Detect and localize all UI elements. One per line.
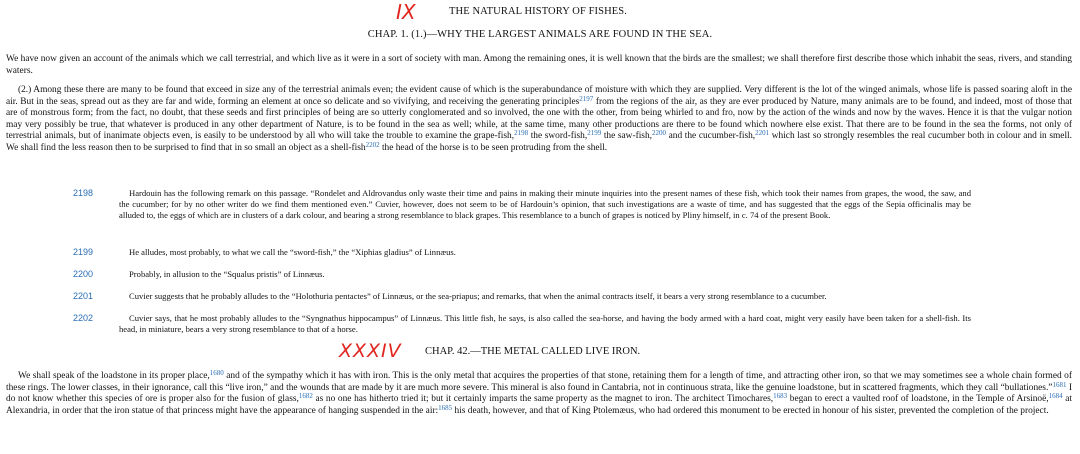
footnote-number-link[interactable]: 2202 <box>73 313 94 323</box>
footnote-ref-1684[interactable]: 1684 <box>1048 392 1063 401</box>
footnote-text: Probably, in allusion to the “Squalus pristis” of Linnæus. <box>129 269 325 279</box>
handwritten-mark-xxxiv: XXXIV <box>339 340 402 362</box>
footnote-ref-2197[interactable]: 2197 <box>579 94 594 103</box>
paragraph-sea-animals: (2.) Among these there are many to be found that exceed in size any of the terrestrial animals even; the evident cause of which is the superabundance of moisture with which they are supplied. Very different is the lot of the winged animals, whose life is passed soaring aloft in the air. But in the seas, spread out as they are far and wide, forming an element at once so delicate and so vivifying, and receiving the generating principles$^{2197}$ from the regions of the air, as they are ever produced by Nature, many animals are to be found, and indeed, most of those that are of monstrous form; from the fact, no doubt, that these seeds and first principles of being are so utterly conglomerated and so involved, the one with the other, from being whirled to and fro, now by the action of the winds and now by the waves. Hence it is that the vulgar notion may very possibly be true, that whatever is produced in any other department of Nature, is to be found in the sea as well; while, at the same time, many other productions are there to be found which nowhere else exist. That there are to be found in the sea the forms, not only of terrestrial animals, but of inanimate objects even, is easily to be understood by all who will take the trouble to examine the grape-fish,$^{2198}$ the sword-fish,$^{2199}$ the saw-fish,$^{2200}$ and the cucumber-fish,$^{2201}$ which last so strongly resembles the real cucumber both in colour and in smell. We shall find the less reason then to be surprised to find that in so small an object as a shell-fish$^{2202}$ the head of the horse is to be seen protruding from the shell. <box>6 85 1073 153</box>
handwritten-mark-ix: IX <box>396 0 416 24</box>
footnote-ref-2202[interactable]: 2202 <box>365 140 380 149</box>
chapter-42-heading: CHAP. 42.—THE METAL CALLED LIVE IRON. <box>425 346 641 357</box>
footnote-ref-1685[interactable]: 1685 <box>438 403 453 412</box>
footnote-ref-1683[interactable]: 1683 <box>773 392 788 401</box>
paragraph-live-iron: We shall speak of the loadstone in its proper place,$^{1680}$ and of the sympathy which it has with iron. This is the only metal that acquires the properties of that stone, retaining them for a length of time, and attracting other iron, so that we may sometimes see a whole chain formed of these rings. The lower classes, in their ignorance, call this “live iron,” and the wounds that are made by it are much more severe. This mineral is also found in Cantabria, not in continuous strata, like the genuine loadstone, but in scattered fragments, which they call “bullationes.”$^{1681}$ I do not know whether this species of ore is proper also for the fusion of glass,$^{1682}$ as no one has hitherto tried it; but it certainly imparts the same property as the magnet to iron. The architect Timochares,$^{1683}$ began to erect a vaulted roof of loadstone, in the Temple of Arsinoë,$^{1684}$ at Alexandria, in order that the iron statue of that princess might have the appearance of hanging suspended in the air:$^{1685}$ his death, however, and that of King Ptolemæus, who had ordered this monument to be erected in honour of his sister, prevented the completion of the project. <box>6 369 1072 416</box>
footnote-ref-2199[interactable]: 2199 <box>587 129 602 138</box>
footnote-number-link[interactable]: 2201 <box>73 291 94 301</box>
footnote-ref-1682[interactable]: 1682 <box>298 392 313 401</box>
footnote-text: Cuvier suggests that he probably alludes to the “Holothuria pentactes” of Linnæus, or the sea-priapus; and remarks, that when the animal contracts itself, it bears a very strong resemblance to a cucumber. <box>129 291 827 301</box>
footnote-number-link[interactable]: 2200 <box>73 269 94 279</box>
footnote-ref-1681[interactable]: 1681 <box>1052 380 1067 389</box>
footnote-text: He alludes, most probably, to what we call the “sword-fish,” the “Xiphias gladius” of Linnæus. <box>129 247 456 257</box>
footnote-ref-1680[interactable]: 1680 <box>209 369 224 377</box>
footnote-number-link[interactable]: 2198 <box>73 188 94 198</box>
footnote-ref-2201[interactable]: 2201 <box>755 129 770 138</box>
footnote-ref-2200[interactable]: 2200 <box>652 129 666 138</box>
paragraph-intro: We have now given an account of the animals which we call terrestrial, and which live as it were in a sort of society with man. Among the remaining ones, it is well known that the birds are the smallest; we shall therefore first describe those which inhabit the seas, rivers, and standing waters. <box>6 54 1072 76</box>
footnote-text: Hardouin has the following remark on this passage. “Rondelet and Aldrovandus only waste their time and pains in making their minute inquiries into the present names of these fish, which took their names from grapes, the wood, the saw, and the cucumber; for by no other writer do we find them mentioned even.” Cuvier, however, does not seem to be of Hardouin’s opinion, that such investigations are a waste of time, and has suggested that the eggs of the Sepia officinalis may be alluded to, the eggs of which are in clusters of a dark colour, and bearing a strong resemblance to black grapes. This resemblance to a bunch of grapes is noticed by Pliny himself, in c. 74 of the present Book. <box>119 188 971 220</box>
footnote-text: Cuvier says, that he most probably alludes to the “Syngnathus hippocampus” of Linnæus. This little fish, he says, is also called the sea-horse, and having the body armed with a hard coat, might very easily have been taken for a shell-fish. Its head, in miniature, bears a very strong resemblance to that of a horse. <box>119 313 971 334</box>
footnote-number-link[interactable]: 2199 <box>73 247 94 257</box>
running-head: THE NATURAL HISTORY OF FISHES. <box>449 6 627 17</box>
footnote-ref-2198[interactable]: 2198 <box>514 129 529 138</box>
chapter-1-heading: CHAP. 1. (1.)—WHY THE LARGEST ANIMALS ARE FOUND IN THE SEA. <box>367 29 713 40</box>
